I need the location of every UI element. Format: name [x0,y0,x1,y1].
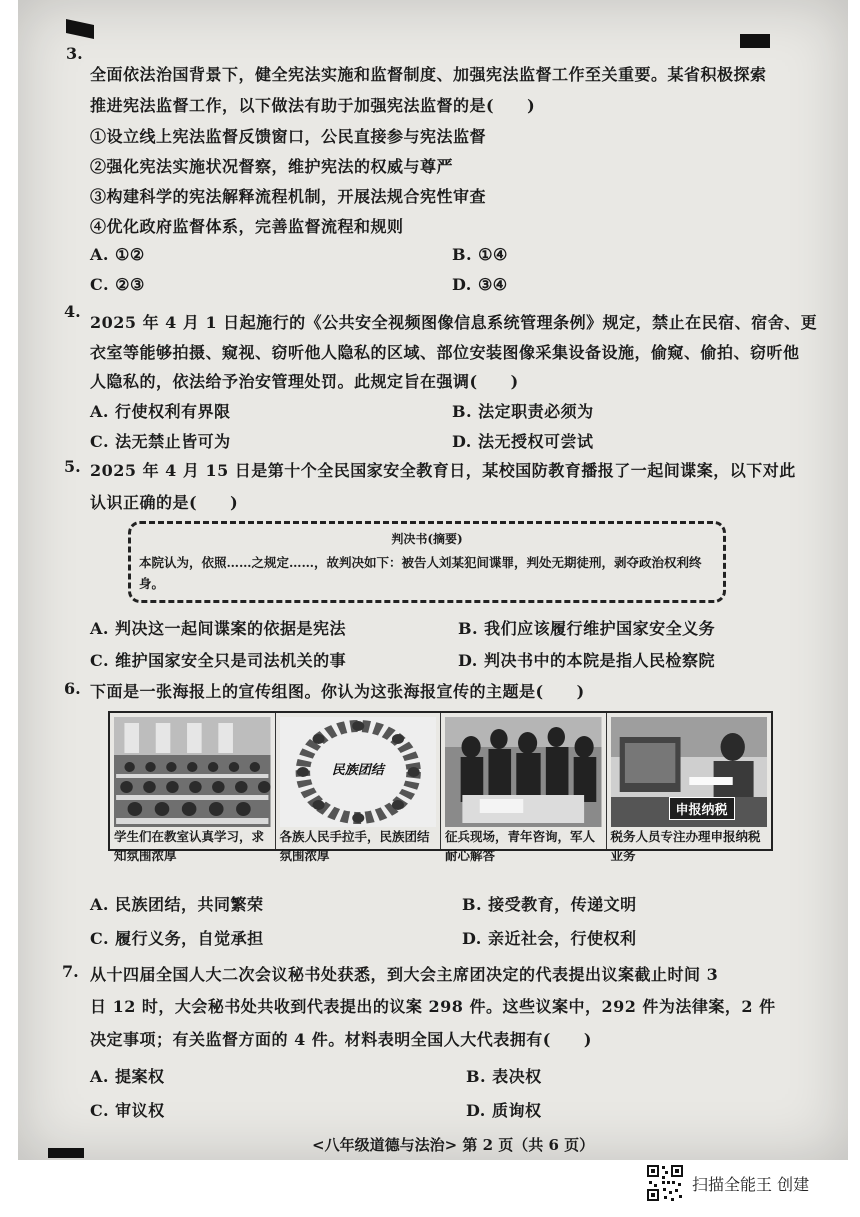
q4-stem-line1: 2025 年 4 月 1 日起施行的《公共安全视频图像信息系统管理条例》规定，禁止在民宿、宿舍、更 [90,313,818,332]
q7-stem-line1: 从十四届全国人大二次会议秘书处获悉，到大会主席团决定的代表提出议案截止时间 3 [90,965,719,984]
q4-option-a: A. 行使权利有界限 [90,402,231,421]
q7-option-b: B. 表决权 [466,1067,542,1086]
q5-number: 5. [64,457,81,476]
q7-option-d: D. 质询权 [466,1101,542,1120]
q3-item-2: ②强化宪法实施状况督察，维护宪法的权威与尊严 [90,157,454,176]
q6-option-a: A. 民族团结，共同繁荣 [90,895,264,914]
q6-number: 6. [64,679,81,698]
q3-option-b: B. ①④ [452,245,508,264]
poster-cell-tax [607,713,772,863]
q7-option-a: A. 提案权 [90,1067,165,1086]
q4-stem-line2: 衣室等能够拍摄、窥视、窃听他人隐私的区域、部位安装图像采集设备设施，偷窥、偷拍、窃听他 [90,343,800,362]
q3-item-3: ③构建科学的宪法解释流程机制，开展法规合宪性审查 [90,187,487,206]
q7-option-c: C. 审议权 [90,1101,165,1120]
q5-stem-line2: 认识正确的是( ) [90,493,239,512]
recruitment-photo [445,717,602,827]
q5-option-b: B. 我们应该履行维护国家安全义务 [458,619,716,638]
verdict-excerpt-box [128,521,726,603]
caption-unity: 各族人民手拉手，民族团结氛围浓厚 [279,829,430,863]
corner-mark-top-left [66,19,94,39]
q4-stem-line3: 人隐私的，依法给予治安管理处罚。此规定旨在强调( ) [90,372,519,391]
q6-option-d: D. 亲近社会，行使权利 [462,929,637,948]
scanner-watermark-text: 扫描全能王 创建 [692,1175,810,1194]
q4-option-c: C. 法无禁止皆可为 [90,432,231,451]
caption-recruitment: 征兵现场，青年咨询，军人耐心解答 [445,829,596,863]
page-footer: <八年级道德与法治> 第 2 页（共 6 页） [312,1136,595,1154]
classroom-photo [114,717,271,827]
q6-option-c: C. 履行义务，自觉承担 [90,929,264,948]
q6-stem: 下面是一张海报上的宣传组图。你认为这张海报宣传的主题是( ) [90,682,585,701]
q5-stem-line1: 2025 年 4 月 15 日是第十个全民国家安全教育日，某校国防教育播报了一起间谍案，以下对此 [90,461,796,480]
q3-item-4: ④优化政府监督体系，完善监督流程和规则 [90,217,404,236]
q6-option-b: B. 接受教育，传递文明 [462,895,637,914]
unity-photo [280,717,437,827]
q3-option-c: C. ②③ [90,275,145,294]
q7-stem-line2: 日 12 时，大会秘书处共收到代表提出的议案 298 件。这些议案中，292 件为法律案，2 件 [90,997,776,1016]
verdict-body: 本院认为，依照……之规定……，故判决如下：被告人刘某犯间谍罪，判处无期徒刑，剥夺政治权利终身。 [139,555,702,591]
poster-photo-grid [108,711,773,863]
q7-stem-line3: 决定事项；有关监督方面的 4 件。材料表明全国人大代表拥有( ) [90,1030,592,1049]
poster-cell-recruitment [441,713,607,863]
q3-item-1: ①设立线上宪法监督反馈窗口，公民直接参与宪法监督 [90,127,487,146]
q3-stem-line1: 全面依法治国背景下，健全宪法实施和监督制度、加强宪法监督工作至关重要。某省积极探索 [90,65,767,84]
q4-number: 4. [64,302,81,321]
q5-option-d: D. 判决书中的本院是指人民检察院 [458,651,715,670]
qr-code-icon [645,1163,685,1203]
q3-number: 3. [66,44,83,63]
caption-classroom: 学生们在教室认真学习，求知氛围浓厚 [114,829,265,863]
q7-number: 7. [62,962,79,981]
poster-cell-unity [276,713,442,863]
caption-tax: 税务人员专注办理申报纳税业务 [610,829,761,863]
tax-office-photo [611,717,768,827]
tax-sign-text: 申报纳税 [669,797,735,820]
q3-stem-line2: 推进宪法监督工作，以下做法有助于加强宪法监督的是( ) [90,96,536,115]
q4-option-b: B. 法定职责必须为 [452,402,594,421]
corner-mark-bottom-left [48,1148,84,1158]
corner-mark-top-right [740,34,770,48]
poster-cell-classroom [110,713,276,863]
q5-option-c: C. 维护国家安全只是司法机关的事 [90,651,347,670]
q5-option-a: A. 判决这一起间谍案的依据是宪法 [90,619,347,638]
q3-option-a: A. ①② [90,245,145,264]
unity-sign-text: 民族团结 [331,763,384,778]
q3-option-d: D. ③④ [452,275,508,294]
q4-option-d: D. 法无授权可尝试 [452,432,594,451]
verdict-title: 判决书(摘要) [391,532,463,546]
